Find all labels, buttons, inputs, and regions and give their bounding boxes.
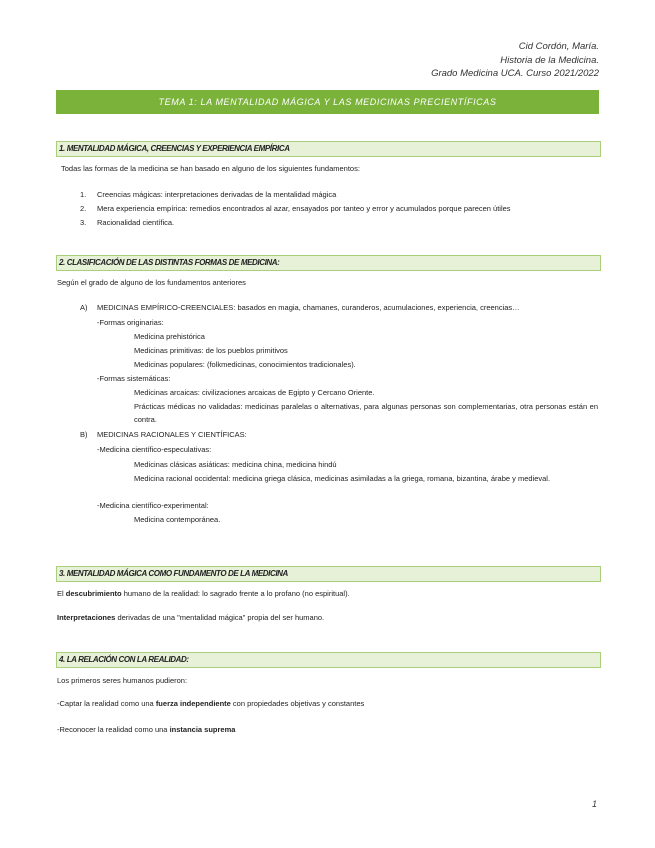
text-run: El (57, 589, 66, 598)
classification-b: MEDICINAS RACIONALES Y CIENTÍFICAS: (97, 430, 247, 439)
list-item-number: 2. (80, 204, 87, 213)
header-course: Grado Medicina UCA. Curso 2021/2022 (431, 68, 599, 79)
text-run: -Reconocer la realidad como una (57, 725, 170, 734)
subheading: -Medicina científico-especulativas: (97, 445, 212, 454)
subheading: -Medicina científico-experimental: (97, 501, 209, 510)
header-subject: Historia de la Medicina. (500, 54, 599, 66)
list-item: Mera experiencia empírica: remedios encontrados al azar, ensayados por tanteo y error y acumulados porque parecen útiles (97, 204, 511, 213)
subheading: -Formas originarias: (97, 318, 164, 327)
list-item: Creencias mágicas: interpretaciones derivadas de la mentalidad mágica (97, 190, 337, 199)
list-item: Medicinas primitivas: de los pueblos primitivos (134, 346, 288, 355)
list-item: Medicina prehistórica (134, 332, 205, 341)
page-header (431, 40, 599, 81)
paragraph (57, 725, 235, 735)
page-number: 1 (591, 799, 597, 809)
text-run: con propiedades objetivas y constantes (230, 699, 365, 708)
section-3-heading: 3. MENTALIDAD MÁGICA COMO FUNDAMENTO DE LA MEDICINA (56, 566, 601, 582)
paragraph (57, 589, 350, 599)
list-letter: B) (80, 430, 88, 439)
list-item: Prácticas médicas no validadas: medicinas paralelas o alternativas, para algunas personas son complementarias, otra personas están en contra. (134, 402, 598, 424)
classification-a: MEDICINAS EMPÍRICO-CREENCIALES: basados en magia, chamanes, curanderos, acumulaciones, experiencia, creencias… (97, 303, 520, 312)
document-title: TEMA 1: LA MENTALIDAD MÁGICA Y LAS MEDICINAS PRECIENTÍFICAS (56, 90, 599, 114)
list-item: Racionalidad científica. (97, 218, 175, 227)
bold-term: instancia suprema (169, 725, 236, 734)
section-1-heading: 1. MENTALIDAD MÁGICA, CREENCIAS Y EXPERIENCIA EMPÍRICA (56, 141, 601, 157)
header-author: Cid Cordón, María. (518, 41, 599, 52)
list-item-number: 3. (80, 218, 87, 227)
section-2-intro: Según el grado de alguno de los fundamentos anteriores (57, 278, 246, 287)
text-run: humano de la realidad: lo sagrado frente a lo profano (no espiritual). (121, 589, 350, 598)
list-letter: A) (80, 303, 88, 312)
list-item: Medicinas populares: (folkmedicinas, conocimientos tradicionales). (134, 360, 356, 369)
section-2-heading: 2. CLASIFICACIÓN DE LAS DISTINTAS FORMAS DE MEDICINA: (56, 255, 601, 271)
list-item: Medicina contemporánea. (134, 515, 221, 524)
list-item: Medicinas arcaicas: civilizaciones arcaicas de Egipto y Cercano Oriente. (134, 388, 375, 397)
bold-term: fuerza independiente (155, 699, 231, 708)
text-run: -Captar la realidad como una (57, 699, 156, 708)
list-item: Medicina racional occidental: medicina griega clásica, medicinas asimiladas a la griega, romana, bizantina, árabe y medieval. (134, 474, 551, 483)
list-item: Medicinas clásicas asiáticas: medicina china, medicina hindú (134, 460, 337, 469)
section-4-intro: Los primeros seres humanos pudieron: (57, 676, 188, 685)
bold-term: Interpretaciones (57, 613, 116, 622)
section-1-intro: Todas las formas de la medicina se han basado en alguno de los siguientes fundamentos: (61, 164, 360, 173)
section-4-heading: 4. LA RELACIÓN CON LA REALIDAD: (56, 652, 601, 668)
paragraph (57, 699, 364, 709)
list-item-number: 1. (80, 190, 87, 199)
paragraph (57, 613, 324, 623)
text-run: derivadas de una "mentalidad mágica" propia del ser humano. (115, 613, 325, 622)
subheading: -Formas sistemáticas: (97, 374, 171, 383)
bold-term: descubrimiento (65, 589, 122, 598)
